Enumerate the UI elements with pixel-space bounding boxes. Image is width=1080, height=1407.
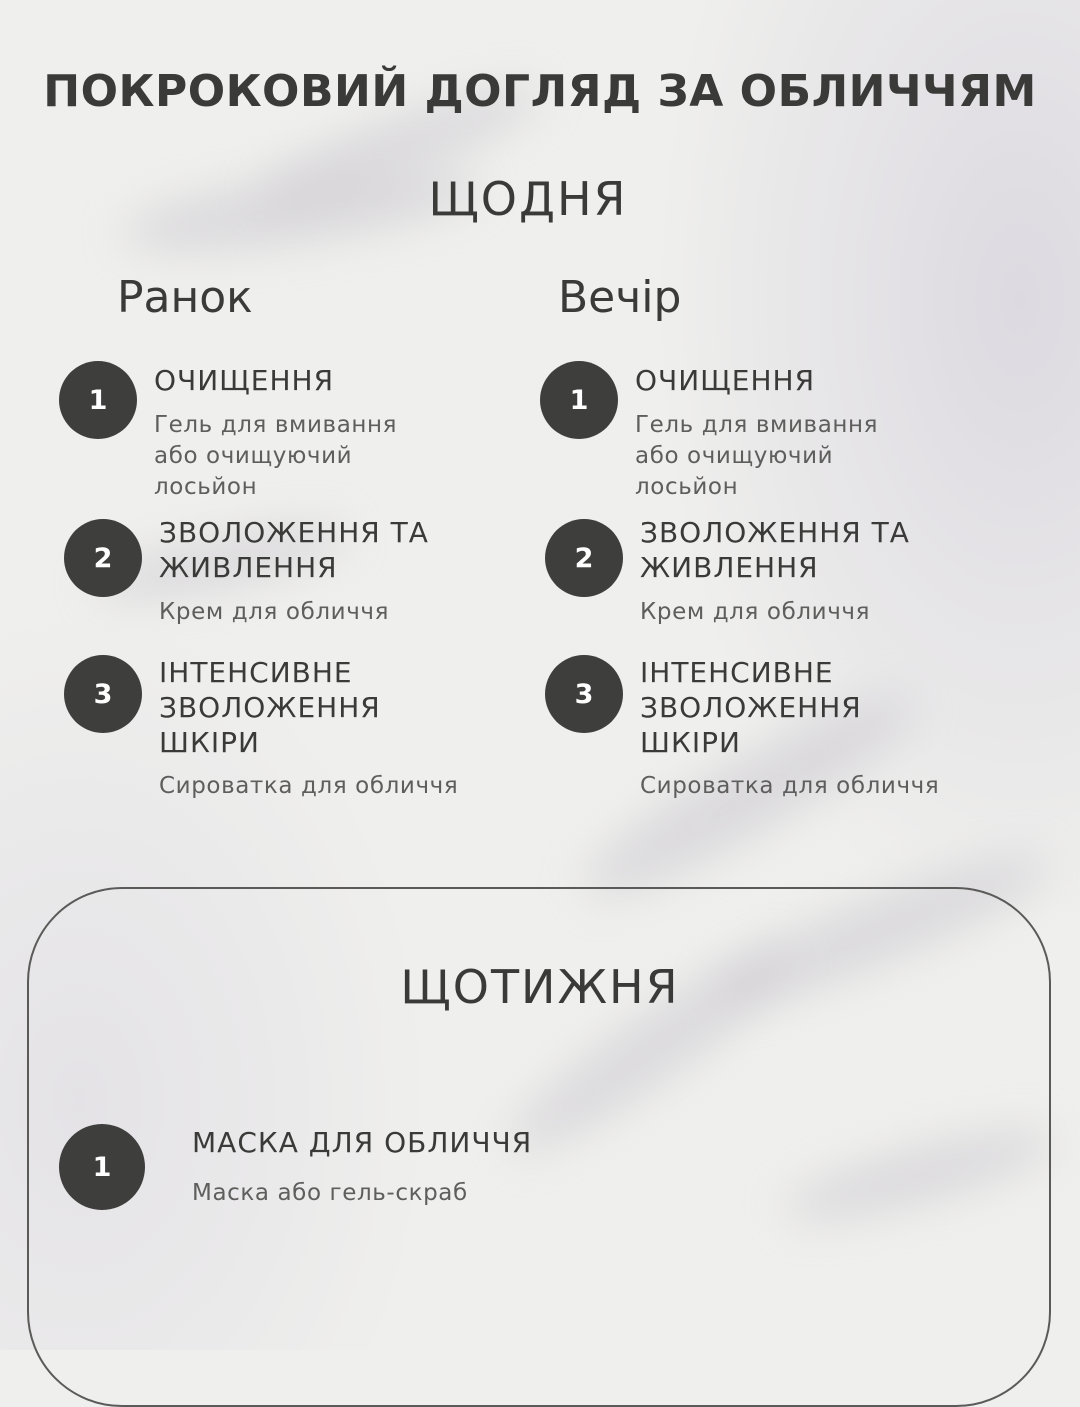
step-number-badge: 2 xyxy=(545,519,623,597)
step-title: МАСКА ДЛЯ ОБЛИЧЧЯ xyxy=(192,1126,533,1159)
step-title: ОЧИЩЕННЯ xyxy=(154,364,335,397)
step-title: ІНТЕНСИВНЕ ЗВОЛОЖЕННЯ ШКІРИ xyxy=(640,656,862,759)
step-description: Крем для обличчя xyxy=(640,599,871,625)
step-number-badge: 2 xyxy=(64,519,142,597)
step-description: Сироватка для обличчя xyxy=(159,773,459,799)
evening-heading: Вечір xyxy=(558,272,682,323)
step-number-badge: 1 xyxy=(59,361,137,439)
step-title: ЗВОЛОЖЕННЯ ТА ЖИВЛЕННЯ xyxy=(640,516,910,584)
daily-heading: ЩОДНЯ xyxy=(428,172,628,226)
step-description: Маска або гель-скраб xyxy=(192,1180,468,1206)
step-title: ОЧИЩЕННЯ xyxy=(635,364,816,397)
morning-heading: Ранок xyxy=(117,272,253,323)
step-description: Гель для вмивання або очищуючий лосьйон xyxy=(154,412,398,500)
step-description: Крем для обличчя xyxy=(159,599,390,625)
step-description: Гель для вмивання або очищуючий лосьйон xyxy=(635,412,879,500)
step-title: ЗВОЛОЖЕННЯ ТА ЖИВЛЕННЯ xyxy=(159,516,429,584)
weekly-heading: ЩОТИЖНЯ xyxy=(400,960,680,1014)
step-title: ІНТЕНСИВНЕ ЗВОЛОЖЕННЯ ШКІРИ xyxy=(159,656,381,759)
step-number-badge: 1 xyxy=(540,361,618,439)
step-number-badge: 3 xyxy=(545,655,623,733)
step-number-badge: 3 xyxy=(64,655,142,733)
page-title: ПОКРОКОВИЙ ДОГЛЯД ЗА ОБЛИЧЧЯМ xyxy=(43,66,1037,117)
step-number-badge: 1 xyxy=(59,1124,145,1210)
step-description: Сироватка для обличчя xyxy=(640,773,940,799)
